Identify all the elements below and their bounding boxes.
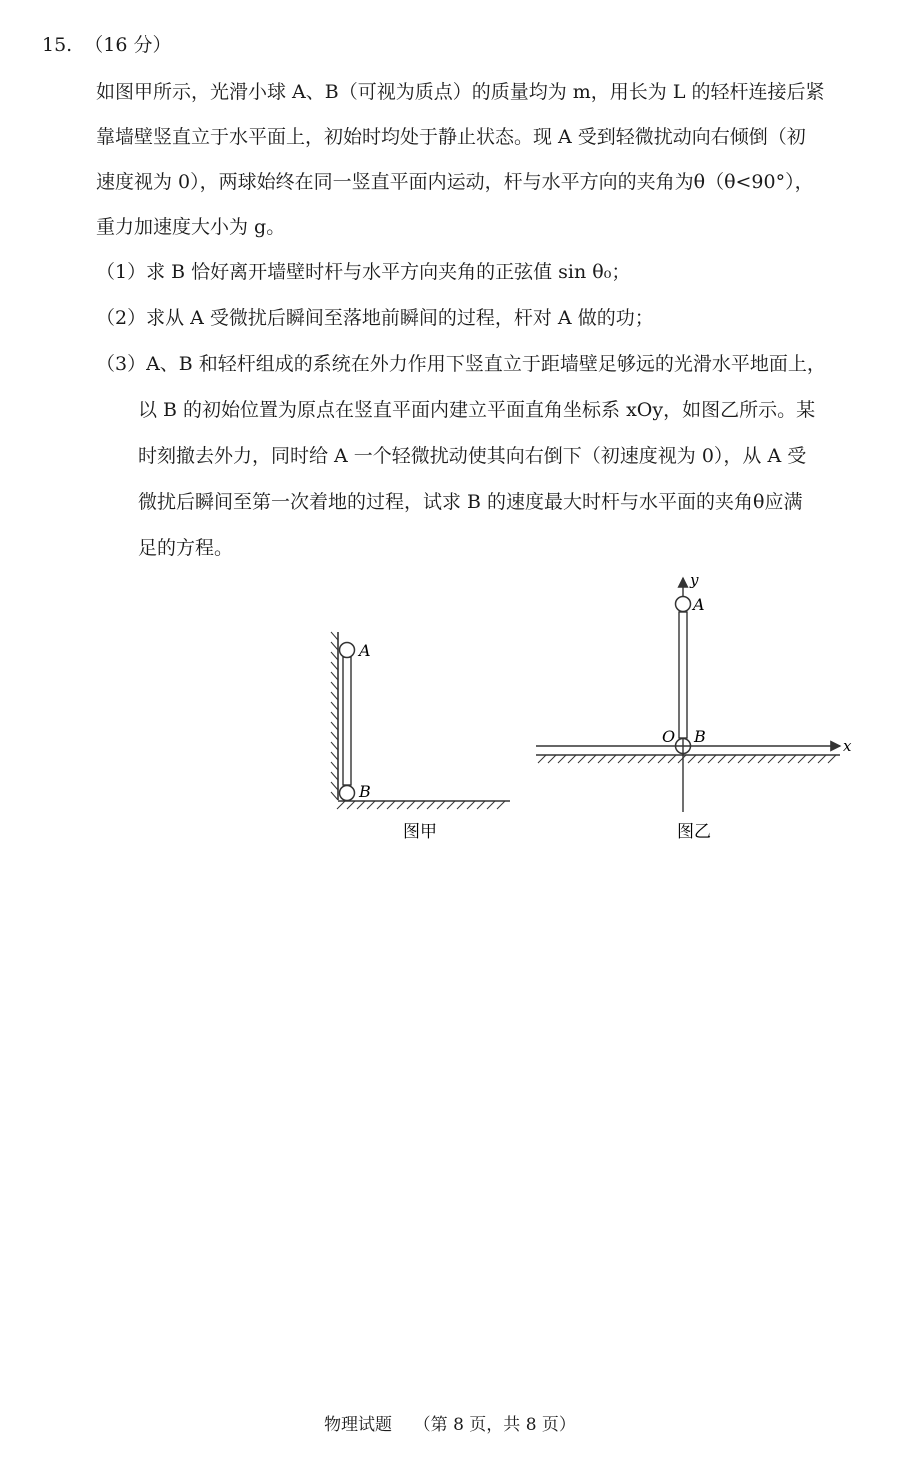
label-a: A [359,641,371,660]
label-b-yi: B [694,727,706,746]
part-3-line-1: （3）A、B 和轻杆组成的系统在外力作用下竖直立于距墙壁足够远的光滑水平地面上， [96,353,826,375]
question-score: （16 分） [84,34,172,56]
ground-yi [536,755,840,763]
label-origin: O [662,727,676,746]
intro-line-3: 速度视为 0），两球始终在同一竖直平面内运动，杆与水平方向的夹角为θ（θ<90°）， [96,171,814,193]
question-intro [96,70,866,250]
label-x-axis: x [843,737,852,755]
ball-b [340,786,355,801]
intro-line-2: 靠墙壁竖直立于水平面上，初始时均处于静止状态。现 A 受到轻微扰动向右倾倒（初 [96,126,806,148]
figures [0,570,900,860]
part-1: （1）求 B 恰好离开墙壁时杆与水平方向夹角的正弦值 sin θ₀； [96,261,631,283]
caption-yi: 图乙 [677,822,711,842]
question-header [42,30,171,57]
part-2: （2）求从 A 受微扰后瞬间至落地前瞬间的过程，杆对 A 做的功； [96,307,654,329]
part-3-line-3: 时刻撤去外力，同时给 A 一个轻微扰动使其向右倒下（初速度视为 0），从 A 受 [138,445,807,467]
intro-line-4: 重力加速度大小为 g。 [96,216,286,238]
rod-yi [679,612,687,738]
figure-jia [331,632,510,842]
part-3-line-4: 微扰后瞬间至第一次着地的过程，试求 B 的速度最大时杆与水平面的夹角θ应满 [138,491,803,513]
intro-line-1: 如图甲所示，光滑小球 A、B（可视为质点）的质量均为 m，用长为 L 的轻杆连接后紧 [96,81,825,103]
figure-yi [536,571,852,842]
rod [343,657,351,785]
page-footer: 物理试题 （第 8 页，共 8 页） [324,1415,576,1435]
ball-a-yi [676,597,691,612]
ball-a [340,643,355,658]
part-3-line-5: 足的方程。 [138,537,234,559]
label-b: B [359,782,371,801]
question-number: 15. [42,34,73,56]
label-y-axis: y [690,571,699,589]
ground [337,801,510,809]
part-3-line-2: 以 B 的初始位置为原点在竖直平面内建立平面直角坐标系 xOy，如图乙所示。某 [138,399,816,421]
caption-jia: 图甲 [403,822,437,842]
wall [331,632,338,800]
label-a-yi: A [693,595,705,614]
